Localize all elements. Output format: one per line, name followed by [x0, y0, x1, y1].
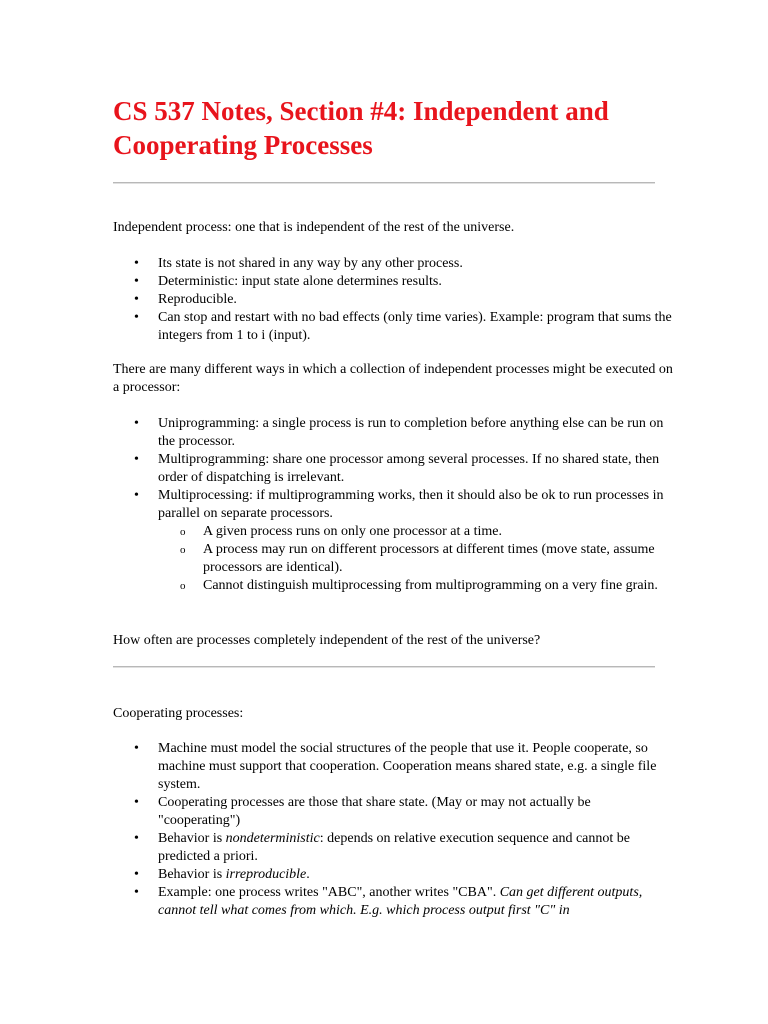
list-item-text: Can stop and restart with no bad effects (only time varies). Example: program that sums the integers from 1 to i (input). [158, 310, 672, 343]
list-item [113, 309, 673, 345]
list-item: • Deterministic: input state alone determines results. [113, 273, 673, 291]
independence-question: How often are processes completely independent of the rest of the universe? [113, 633, 541, 648]
emphasis-text: irreproducible [225, 867, 307, 882]
independent-bullets [113, 255, 673, 345]
list-item: • Uniprogramming: a single process is run to completion before anything else can be run on the processor. [113, 415, 673, 451]
execution-bullets [113, 415, 673, 595]
execution-intro: There are many different ways in which a collection of independent processes might be executed on a processor: [113, 362, 673, 395]
list-item-text: Multiprocessing: if multiprogramming works, then it should also be ok to run processes in parallel on separate processors. [158, 488, 664, 521]
cooperating-bullets [113, 740, 673, 920]
list-item [113, 884, 673, 920]
list-item: • Reproducible. [113, 291, 673, 309]
horizontal-rule [113, 666, 655, 668]
list-item: • Machine must model the social structures of the people that use it. People cooperate, so machine must support that cooperation. Cooperation means shared state, e.g. a single file system. [113, 740, 673, 794]
multiprocessing-sub-bullets [158, 523, 673, 595]
horizontal-rule [113, 182, 655, 184]
list-item [113, 866, 673, 884]
cooperating-intro: Cooperating processes: [113, 706, 244, 721]
sub-list-item: o A given process runs on only one processor at a time. [158, 523, 673, 541]
list-item [113, 830, 673, 866]
list-item: • Multiprogramming: share one processor among several processes. If no shared state, then order of dispatching is irrelevant. [113, 451, 673, 487]
list-item-text: . [306, 867, 310, 882]
independent-intro: Independent process: one that is independent of the rest of the universe. [113, 220, 515, 235]
emphasis-text: Can get different outputs, cannot tell what comes from which. E.g. which process output first "C" in [158, 885, 643, 918]
list-item-text: Behavior is [158, 867, 226, 882]
list-item: • Its state is not shared in any way by any other process. [113, 255, 673, 273]
page-title: CS 537 Notes, Section #4: Independent and Cooperating Processes [113, 96, 609, 160]
sub-list-item: o Cannot distinguish multiprocessing from multiprogramming on a very fine grain. [158, 577, 673, 595]
list-item-text: Behavior is [158, 831, 226, 846]
list-item [113, 487, 673, 595]
list-item-text: : depends on relative execution sequence and cannot be predicted a priori. [158, 831, 630, 864]
sub-list-item: o A process may run on different processors at different times (move state, assume processors are identical). [158, 541, 673, 577]
emphasis-text: nondeterministic [225, 831, 320, 846]
list-item: • Cooperating processes are those that share state. (May or may not actually be "cooperating") [113, 794, 673, 830]
list-item-text: Example: one process writes "ABC", another writes "CBA". [158, 885, 500, 900]
